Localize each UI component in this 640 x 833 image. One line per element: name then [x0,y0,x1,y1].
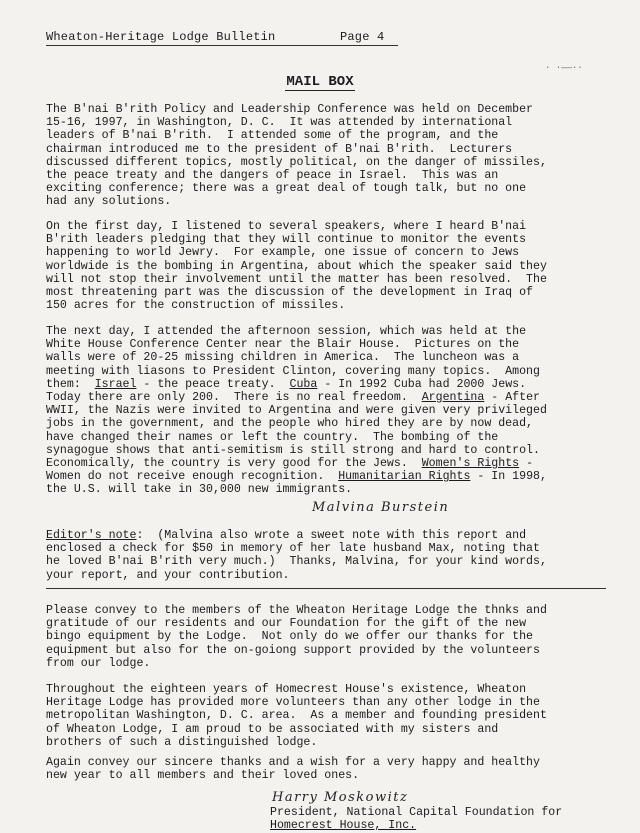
line: - the peace treaty. [136,377,290,391]
line: White House Conference Center near the Blair House. Pictures on the [46,338,520,352]
signer-title-line2: Homecrest House, Inc. [270,819,417,833]
line: Today there are only 200. There is no real freedom. [46,391,422,405]
line: The next day, I attended the afternoon session, which was held at the [46,325,527,338]
line: them: [46,377,95,391]
line: WWII, the Nazis were invited to Argentina and were given very privileged [46,404,547,418]
line: your report, and your contribution. [46,568,290,582]
line: he loved B'nai B'rith very much.) Thanks, Malvina, for your kind words, [46,555,547,569]
paragraph-closing: Again convey our sincere thanks and a wish for a very happy and healthy new year to all members and their loved ones. [46,756,540,783]
signature-malvina: Malvina Burstein [312,500,450,515]
line: - [519,457,534,471]
line: meeting with liasons to President Clinton, covering many topics. Among [46,364,540,378]
header-rule [46,45,398,46]
paragraph-homecrest: Throughout the eighteen years of Homecrest House's existence, Wheaton Heritage Lodge has provided more volunteers than any other lodge in the metropolitan Washington, D. C. area. As a member and founding president of Wheaton Lodge, I am proud to be associated with my sisters and brothers of such a distinguished lodge. [46,683,547,749]
editors-note-label: Editor's note [46,529,137,542]
line: - In 1992 Cuba had 2000 Jews. [317,377,527,391]
section-divider [46,588,606,589]
line: synagogue shows that anti-semitism is still strong and hard to control. [46,443,540,457]
line: : (Malvina also wrote a sweet note with this report and [136,529,527,542]
topic-womens-rights: Women's Rights [421,457,520,471]
line: Economically, the country is very good for the Jews. [46,457,422,471]
section-heading [0,74,640,90]
line: Women do not receive enough recognition. [46,470,339,484]
line: have changed their names or left the country. The bombing of the [46,430,499,444]
topic-argentina: Argentina [421,391,485,405]
signer-title-line1: President, National Capital Foundation for [270,806,563,819]
page-indicator [340,30,384,44]
scan-mark: · ·——·· [545,63,583,73]
topic-cuba: Cuba [289,377,318,391]
signer-title [270,806,630,832]
paragraph-first-day: On the first day, I listened to several speakers, where I heard B'nai B'rith leaders pledging that they will continue to monitor the events happening to world Jewry. For example, one issue of concern to Jews worldwide is the bombing in Argentina, about which the speaker said they will not stop their involvement until the matter has been resolved. The most threatening part was the discussion of the development in Iraq of 150 acres for the construction of missiles. [46,220,547,313]
line: walls were of 20-25 missing children in America. The luncheon was a [46,351,520,365]
editors-note [46,529,606,582]
line: - After [484,391,540,405]
bulletin-title: Wheaton-Heritage Lodge Bulletin [46,30,276,44]
page-header [46,30,406,44]
line: enclosed a check for $50 in memory of her late husband Max, noting that [46,542,540,556]
paragraph-thanks: Please convey to the members of the Wheaton Heritage Lodge the thnks and gratitude of our residents and our Foundation for the gift of the new bingo equipment by the Lodge. Not only do we offer our thanks for the equipment but also for the on-goiong support provided by the volunteers from our lodge. [46,604,547,670]
signature-harry: Harry Moskowitz [272,790,409,805]
paragraph-next-day [46,325,606,497]
topic-israel: Israel [94,377,137,391]
page-label: Page [340,30,370,44]
line: the U.S. will take in 30,000 new immigrants. [46,483,353,497]
mailbox-heading: MAIL BOX [286,74,354,90]
line: - In 1998, [470,470,547,484]
page-number: 4 [377,30,385,44]
paragraph-conference: The B'nai B'rith Policy and Leadership Conference was held on December 15-16, 1997, in Washington, D. C. It was attended by international leaders of B'nai B'rith. I attended some of the program, and the chairman introduced me to the president of B'nai B'rith. Lecturers discussed different topics, mostly political, on the danger of missiles, the peace treaty and the dangers of peace in Israel. This was an exciting conference; there was a great deal of tough talk, but no one had any solutions. [46,103,547,209]
line: jobs in the government, and the people who hired they are by now dead, [46,417,534,431]
topic-humanitarian-rights: Humanitarian Rights [338,470,471,484]
